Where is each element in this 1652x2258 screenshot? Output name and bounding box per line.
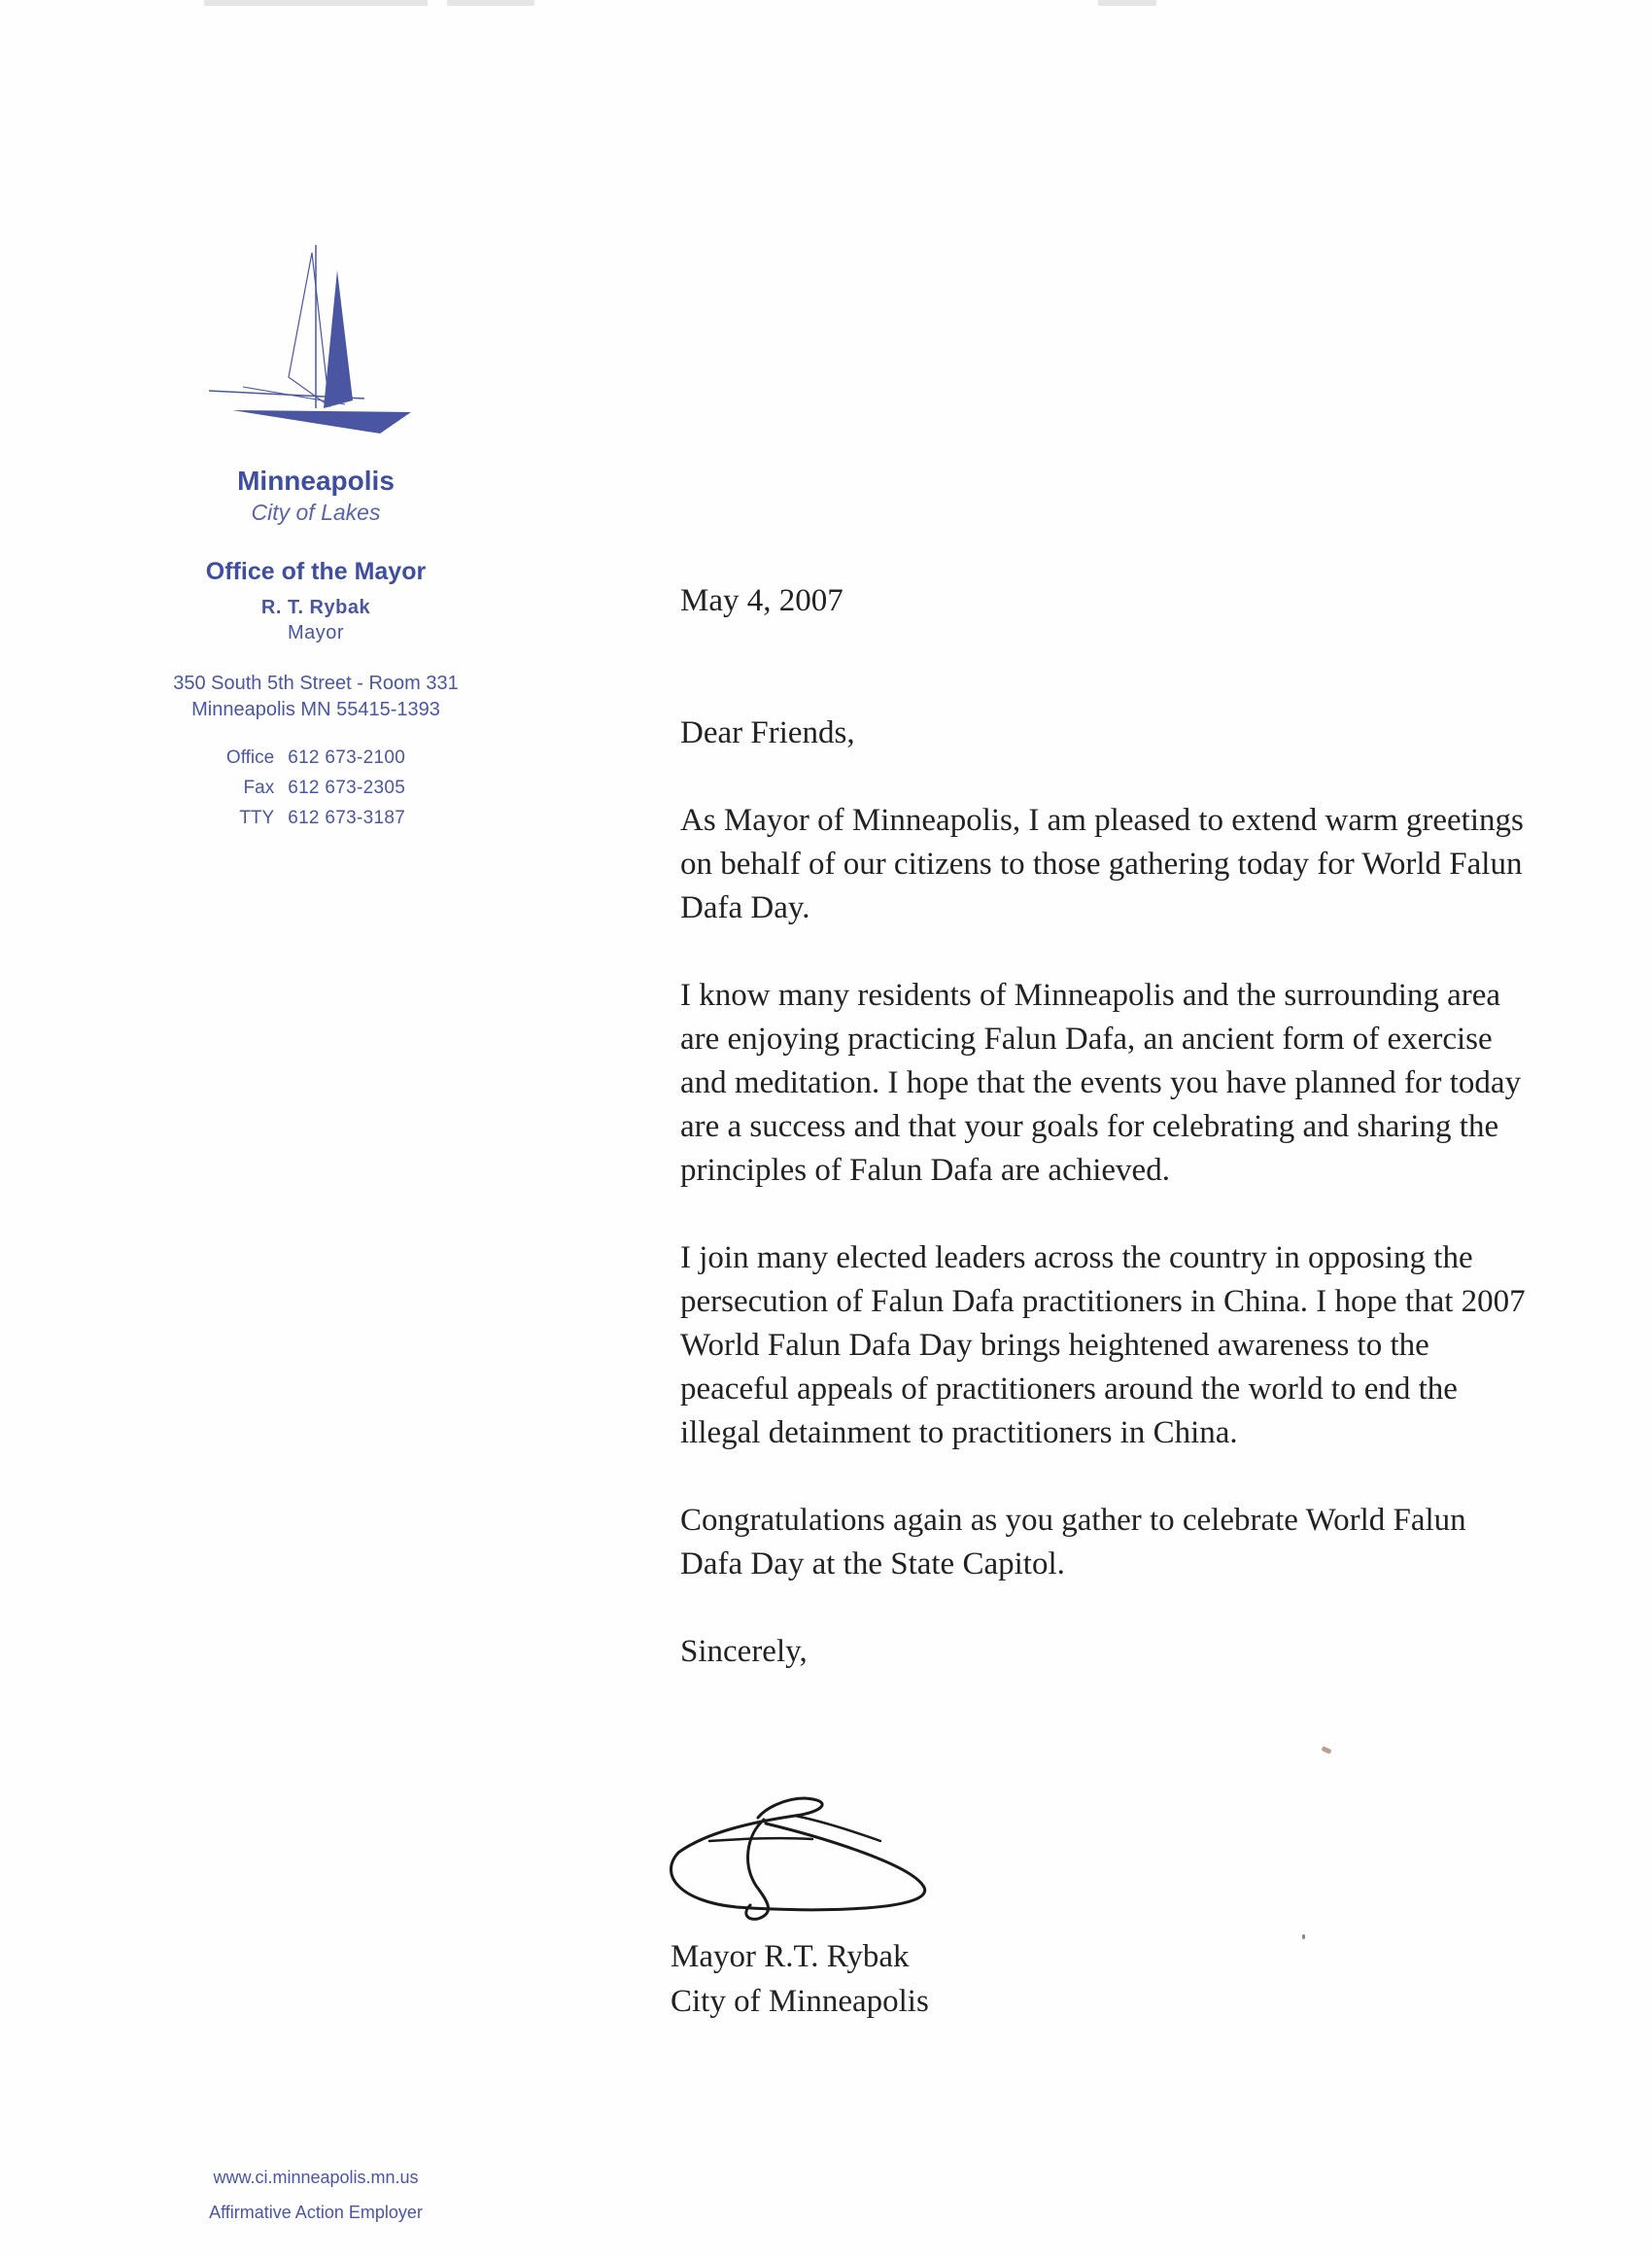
contact-label: Fax (243, 778, 275, 798)
letter-body (680, 579, 1535, 1674)
letter-date: May 4, 2007 (680, 583, 843, 618)
letterhead-footer (136, 2160, 496, 2230)
closing: Sincerely, (680, 1634, 808, 1669)
contact-number: 612 673-2100 (288, 747, 406, 768)
scan-edge-mark (204, 0, 428, 6)
signer-organization: City of Minneapolis (671, 1984, 929, 2019)
address-line: 350 South 5th Street - Room 331 (173, 673, 459, 694)
body-paragraph: I know many residents of Minneapolis and the surrounding area are enjoying practicing Falun Dafa, an ancient form of exercise and meditation. I hope that the events you have planned for today are a success and that your goals for celebrating and sharing the principles of Falun Dafa are achieved. (680, 978, 1522, 1188)
contact-row-fax (226, 773, 405, 803)
body-paragraph: I join many elected leaders across the country in opposing the persecution of Falun Dafa practitioners in China. I hope that 2007 World Falun Dafa Day brings heightened awareness to the peaceful appeals of practitioners around the world to end the illegal detainment to practitioners in China. (680, 1240, 1526, 1450)
mayor-role: Mayor (287, 622, 345, 643)
contact-numbers (226, 743, 405, 833)
city-name: Minneapolis (237, 466, 395, 496)
website-link[interactable]: www.ci.minneapolis.mn.us (213, 2168, 419, 2187)
employer-note: Affirmative Action Employer (209, 2203, 423, 2222)
address-line: Minneapolis MN 55415-1393 (191, 699, 440, 720)
scan-edge-mark (1098, 0, 1156, 6)
scan-edge-mark (447, 0, 534, 6)
sailboat-icon (199, 233, 432, 447)
mayor-name: R. T. Rybak (260, 597, 371, 618)
office-title: Office of the Mayor (205, 558, 427, 585)
contact-label: TTY (239, 808, 275, 828)
city-motto: City of Lakes (251, 500, 381, 525)
signer-block (671, 1934, 929, 2024)
body-paragraph: As Mayor of Minneapolis, I am pleased to extend warm greetings on behalf of our citizens to those gathering today for World Falun Dafa Day. (680, 803, 1524, 925)
letterhead (117, 233, 515, 833)
signer-name: Mayor R.T. Rybak (671, 1939, 910, 1974)
contact-number: 612 673-2305 (288, 778, 406, 798)
contact-row-tty (226, 803, 405, 833)
scan-speck (1321, 1746, 1331, 1754)
handwritten-signature (649, 1777, 941, 1923)
scan-speck (1302, 1934, 1305, 1939)
contact-row-office (226, 743, 405, 773)
salutation: Dear Friends, (680, 715, 855, 750)
contact-number: 612 673-3187 (288, 808, 406, 828)
body-paragraph: Congratulations again as you gather to celebrate World Falun Dafa Day at the State Capitol. (680, 1503, 1466, 1581)
mailing-address (117, 671, 515, 723)
contact-label: Office (225, 747, 275, 768)
